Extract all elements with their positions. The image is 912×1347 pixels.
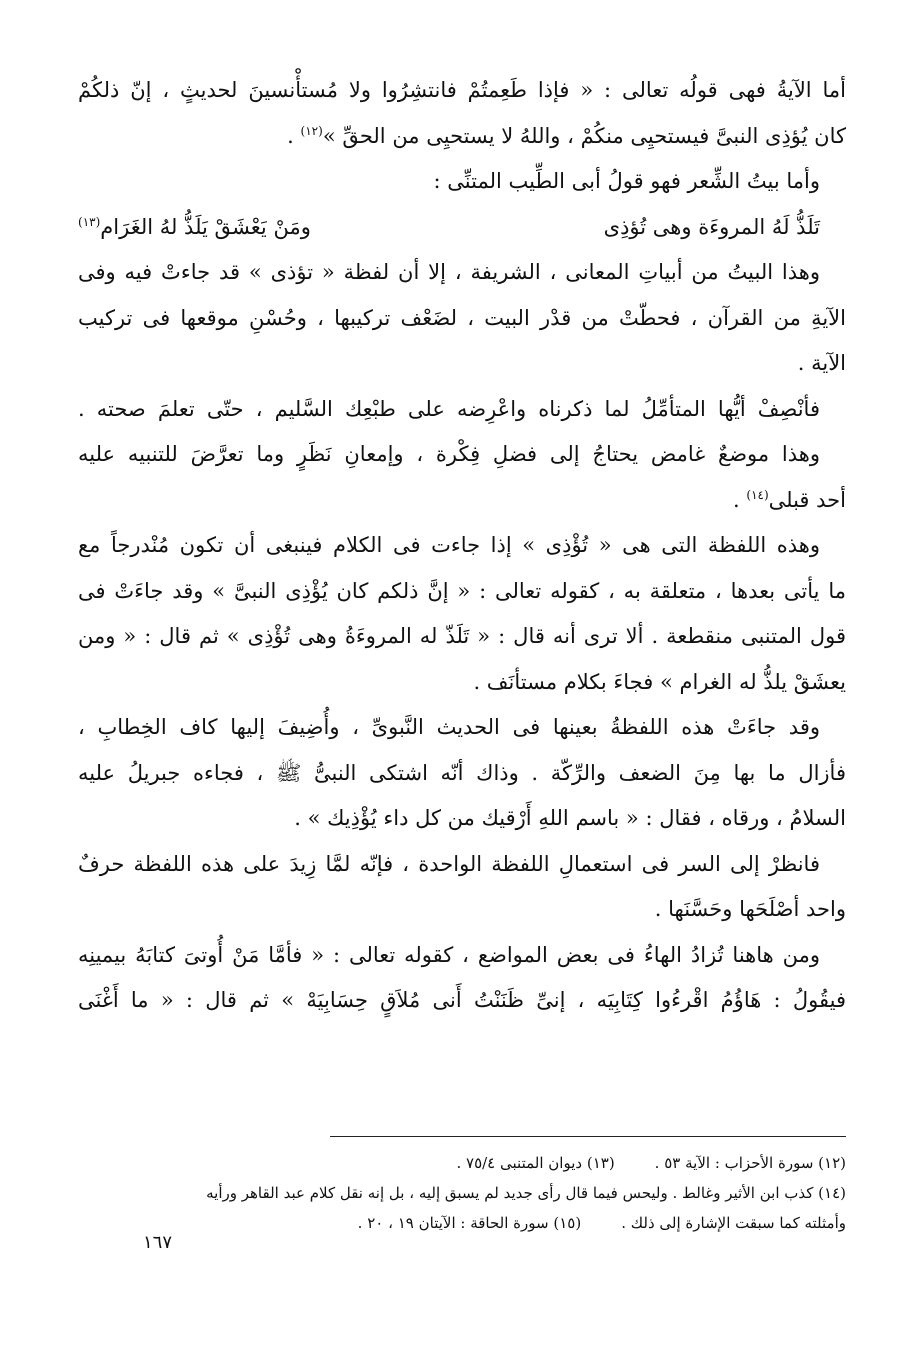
verse-first-hemistich: تَلَذُّ لَهُ المروءَة وهى تُؤذِى [603, 214, 820, 239]
footnote-divider [330, 1136, 846, 1137]
trailing-dot: . [733, 487, 740, 512]
text-line: السلامُ ، ورقاه ، فقال : « باسم اللهِ أَرْقيك من كل داء يُؤْذِيك » . [294, 806, 846, 830]
text-line: فأنْصِفْ أيُّها المتأمِّلُ لما ذكرناه واعْرِضه على طبْعِك السَّليم ، حتّى تعلمَ صحته . [78, 396, 820, 421]
footnote-ref: (١٢) [300, 123, 323, 138]
text-line-content: أحد قبلى [768, 487, 846, 512]
text-line: ما يأتى بعدها ، متعلقة به ، كقوله تعالى : « إنَّ ذلكم كان يُؤْذِى النبىَّ » وقد جاءَتْ فى [78, 578, 846, 603]
footnote-12: (١٢) سورة الأحزاب : الآية ٥٣ . [654, 1154, 846, 1172]
text-line: فأزال ما بها مِنَ الضعف والرِّكّة . وذاك أنّه اشتكى النبىُّ ﷺ ، فجاءه جبريلُ عليه [78, 760, 846, 785]
footnote-row [78, 1178, 846, 1208]
footnotes [78, 1148, 846, 1238]
footnote-14: (١٤) كذب ابن الأثير وغالط . وليحس فيما قال رأى جديد لم يسبق إليه ، بل إنه نقل كلام عبد القاهر ورأيه [206, 1184, 846, 1202]
text-line: الآية . [797, 351, 846, 375]
footnote-ref: (١٤) [746, 487, 769, 502]
main-text [78, 68, 846, 1024]
text-line: وهذا البيتُ من أبياتِ المعانى ، الشريفة ، إلا أن لفظة « تؤذى » قد جاءتْ فيه وفى [78, 260, 820, 284]
text-line: قول المتنبى منقطعة . ألا ترى أنه قال : « تَلَذّ له المروءَةُ وهى تُؤْذِى » ثم قال : « ومن [78, 624, 846, 648]
text-line: وأما بيتُ الشِّعر فهو قولُ أبى الطِّيب المتنِّى : [433, 169, 820, 193]
footnote-row [78, 1148, 846, 1178]
text-line: وهذا موضعٌ غامض يحتاجُ إلى فضلِ فِكْرة ، وإمعانِ نَظَرٍ وما تعرَّضَ للتنبيه عليه [78, 442, 820, 466]
text-line [78, 978, 846, 1024]
footnote-15: (١٥) سورة الحاقة : الآيتان ١٩ ، ٢٠ . [357, 1214, 582, 1232]
footnote-14-continued: وأمثلته كما سبقت الإشارة إلى ذلك . [621, 1214, 846, 1232]
footnote-row [78, 1208, 846, 1238]
text-line [78, 478, 846, 524]
verse-second-hemistich: ومَنْ يَعْشَقْ يَلَذُّ لهُ الغَرَام [100, 214, 311, 239]
text-line: يعشَقْ يلذُّ له الغرام » فجاءَ بكلام مستأنَف . [473, 669, 846, 694]
trailing-dot: . [287, 123, 294, 148]
footnote-13: (١٣) ديوان المتنبى ٧٥/٤ . [456, 1154, 615, 1172]
text-line: وقد جاءَتْ هذه اللفظةُ بعينها فى الحديث النَّبوىِّ ، وأُضِيفَ إليها كاف الخِطابِ ، [78, 715, 820, 739]
page-number: ١٦٧ [142, 1232, 172, 1253]
text-line: واحد أصْلَحَها وحَسَّنَها . [654, 897, 846, 921]
text-line: أما الآيةُ فهى قولُه تعالى : « فإذا طَعِمتُمْ فانتشِرُوا ولا مُستأْنسينَ لحديثٍ ، إنّ ذلكُمْ [78, 78, 846, 102]
text-line [78, 114, 846, 160]
text-line: الآيةِ من القرآن ، فحطّتْ من قدْر البيت ، لضَعْف تركيبها ، وحُسْنِ موقعها فى تركيب [78, 305, 846, 330]
text-line: وهذه اللفظة التى هى « تُؤْذِى » إذا جاءت فى الكلام فينبغى أن تكون مُنْدرجاً مع [78, 533, 820, 557]
text-line-content: كان يُؤذِى النبىَّ فيستحيِى منكُمْ ، واللهُ لا يستحيِى من الحقِّ » [322, 123, 846, 148]
text-line-content: فيقُولُ : هَاؤُمُ اقْرءُوا كِتَابِيَه ، إنىِّ ظَنَنْتُ أَنى مُلاَقٍ حِسَابِيَهْ » ثم قال : « ما أَغْنَى [78, 988, 846, 1012]
text-line: ومن هاهنا تُزادُ الهاءُ فى بعض المواضع ، كقوله تعالى : « فأمَّا مَنْ أُوتىَ كتابَهُ بيمينِه [78, 942, 820, 967]
verse-second-hemistich-wrap: ومَنْ يَعْشَقْ يَلَذُّ لهُ الغَرَام(١٣) [78, 205, 311, 251]
poem-verse [78, 205, 846, 251]
text-line: فانظرْ إلى السر فى استعمالِ اللفظة الواحدة ، فإنّه لمَّا زِيدَ على هذه اللفظة حرفٌ [78, 851, 820, 876]
